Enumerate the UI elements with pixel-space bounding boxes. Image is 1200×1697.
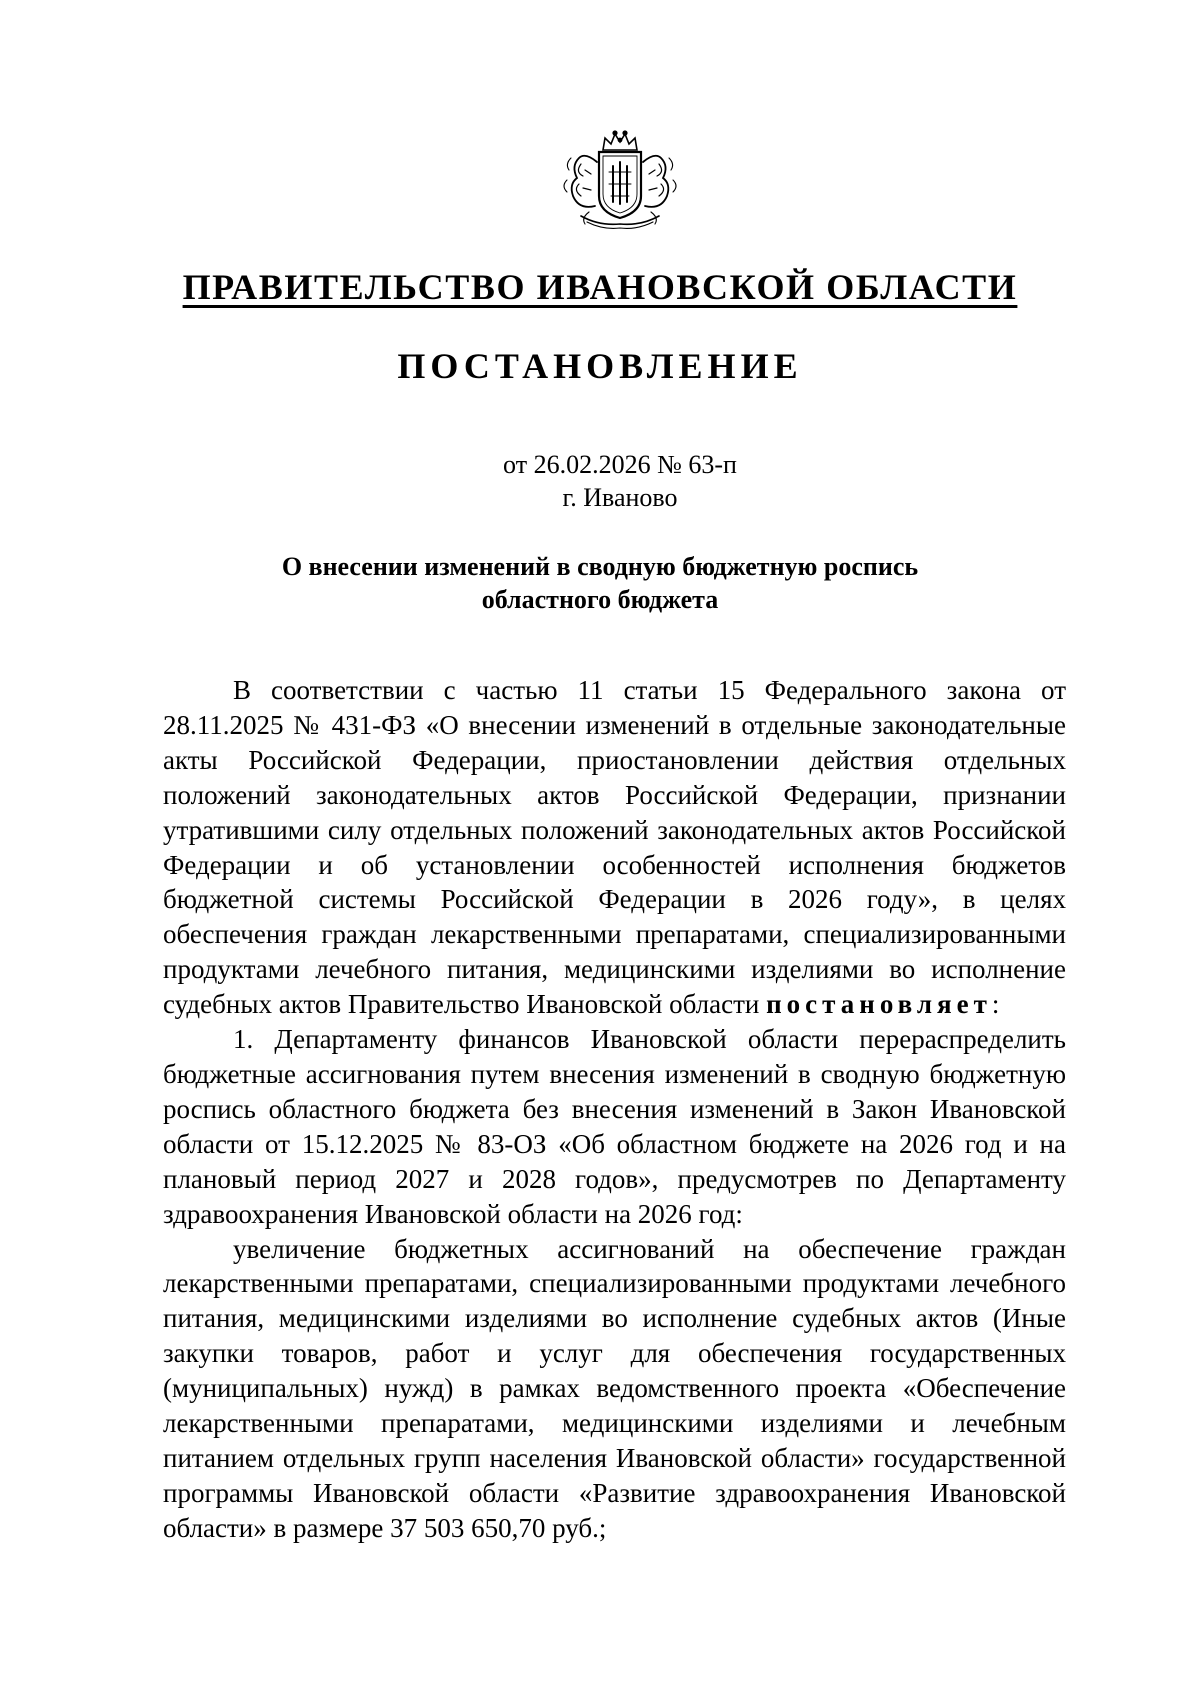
subject-line-1: О внесении изменений в сводную бюджетную роспись	[281, 552, 919, 581]
document-type: ПОСТАНОВЛЕНИЕ	[397, 346, 803, 386]
decree-word: постановляет	[766, 989, 992, 1020]
decree-colon: :	[991, 989, 1000, 1020]
document-body	[163, 673, 1066, 1546]
paragraph-increase: увеличение бюджетных ассигнований на обеспечение граждан лекарственными препаратами, специализированными продуктами лечебного питания, медицинскими изделиями во исполнение судебных актов (Иные закупки товаров, работ и услуг для обеспечения государственных (муниципальных) нужд) в рамках ведомственного проекта «Обеспечение лекарственными препаратами, медицинскими изделиями и лечебным питанием отдельных групп населения Ивановской области» государственной программы Ивановской области «Развитие здравоохранения Ивановской области» в размере 37 503 650,70 руб.;	[163, 1233, 1066, 1543]
preamble-text: В соответствии с частью 11 статьи 15 Федерального закона от 28.11.2025 № 431-ФЗ «О внесении изменений в отдельные законодательные акты Российской Федерации, приостановлении действия отдельных положений законодательных актов Российской Федерации, признании утратившими силу отдельных положений законодательных актов Российской Федерации и об установлении особенностей исполнения бюджетов бюджетной системы Российской Федерации в 2026 году», в целях обеспечения граждан лекарственными препаратами, специализированными продуктами лечебного питания, медицинскими изделиями во исполнение судебных актов Правительство Ивановской области	[163, 675, 1066, 1020]
organization-title	[0, 265, 1200, 309]
paragraph-preamble	[163, 673, 1066, 1022]
document-subject	[0, 550, 1200, 616]
coat-of-arms-emblem	[559, 128, 681, 232]
document-meta	[0, 448, 1200, 514]
paragraph-item-1: 1. Департаменту финансов Ивановской области перераспределить бюджетные ассигнования путем внесения изменений в сводную бюджетную роспись областного бюджета без внесения изменений в Закон Ивановской области от 15.12.2025 № 83-ОЗ «Об областном бюджете на 2026 год и на плановый период 2027 и 2028 годов», предусмотрев по Департаменту здравоохранения Ивановской области на 2026 год:	[163, 1024, 1066, 1229]
subject-line-2: областного бюджета	[481, 585, 719, 614]
date-number: от 26.02.2026 № 63-п	[503, 450, 737, 479]
city: г. Иваново	[562, 483, 678, 512]
organization-title-text: ПРАВИТЕЛЬСТВО ИВАНОВСКОЙ ОБЛАСТИ	[182, 267, 1018, 307]
